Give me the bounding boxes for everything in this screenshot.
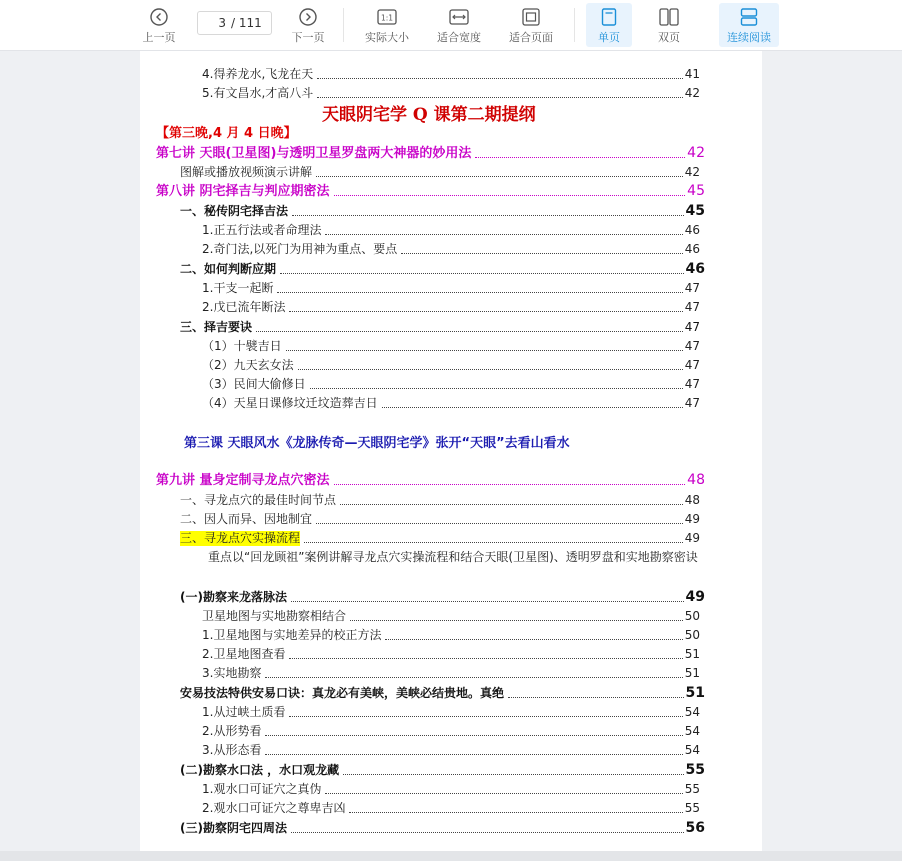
toc-section: 安易技法特供安易口诀：真龙必有美峡，美峡必结贵地。真绝 51 [180,685,705,701]
total-pages: / 111 [231,16,262,30]
toc-lecture-9: 第九讲 量身定制寻龙点穴密法 48 [156,472,705,488]
toc-lecture-7: 第七讲 天眼(卫星图)与透明卫星罗盘两大神器的妙用法 42 [156,145,705,161]
continuous-reading-button[interactable] [719,3,779,47]
toc-entry: （1）十襞吉日 47 [202,339,700,353]
toc-entry: 2.从形势看 54 [202,724,700,738]
chevron-left-circle-icon [150,6,168,28]
section-description: 重点以“回龙顾祖”案例讲解寻龙点穴实操流程和结合天眼(卫星图)、透明罗盘和实地勘察密诀 [208,550,698,564]
double-page-icon [659,6,679,28]
actual-size-label: 实际大小 [365,30,409,44]
toc-entry: （2）九天玄女法 47 [202,358,700,372]
session-heading: 【第三晚,4 月 4 日晚】 [156,126,297,141]
toc-section: 一、秘传阴宅择吉法 45 [180,203,705,219]
fit-width-icon [449,6,469,28]
page-number-input[interactable] [197,11,272,35]
toc-entry: 一、寻龙点穴的最佳时间节点 48 [180,493,700,507]
actual-size-icon [377,6,397,28]
prev-page-label: 上一页 [142,30,176,44]
chevron-right-circle-icon [299,6,317,28]
toolbar-divider [574,8,575,42]
toc-entry: 2.奇门法,以死门为用神为重点、要点 46 [202,242,700,256]
next-page-button[interactable] [285,3,331,47]
current-page[interactable]: 3 [218,16,226,30]
single-page-label: 单页 [598,30,620,44]
fit-page-icon [522,6,540,28]
fit-page-label: 适合页面 [509,30,553,44]
prev-page-button[interactable] [136,3,182,47]
double-page-label: 双页 [658,30,680,44]
toc-section: (二)勘察水口法 ，水口观龙藏 55 [180,762,705,778]
single-page-button[interactable] [586,3,632,47]
fit-width-label: 适合宽度 [437,30,481,44]
toc-entry: 2.戊已流年断法 47 [202,300,700,314]
toc-section: (三)勘察阴宅四周法 56 [180,820,705,836]
toc-entry-highlighted: 三、寻龙点穴实操流程 49 [180,531,700,545]
actual-size-button[interactable] [358,3,416,47]
toc-entry: 5.有文昌水,才高八斗 42 [202,86,700,100]
toc-section: 三、择吉要诀 47 [180,320,700,334]
continuous-reading-label: 连续阅读 [727,30,771,44]
course-heading: 第三课 天眼风水《龙脉传奇—天眼阴宅学》张开“天眼”去看山看水 [184,436,570,451]
toc-section: 二、如何判断应期 46 [180,261,705,277]
toc-entry: 卫星地图与实地勘察相结合 50 [202,609,700,623]
toc-entry: 1.观水口可证穴之真伪 55 [202,782,700,796]
continuous-reading-icon [740,6,758,28]
document-title: 天眼阴宅学 Q 课第二期提纲 [322,105,536,125]
toc-entry: 2.卫星地图查看 51 [202,647,700,661]
toc-entry: 1.卫星地图与实地差异的校正方法 50 [202,628,700,642]
toc-entry: 1.干支一起断 47 [202,281,700,295]
toc-entry: 二、因人而异、因地制宜 49 [180,512,700,526]
single-page-icon [601,6,617,28]
toc-entry: （3）民间大偷修日 47 [202,377,700,391]
next-page-label: 下一页 [291,30,325,44]
toc-entry: 3.实地勘察 51 [202,666,700,680]
toc-entry: 1.正五行法或者命理法 46 [202,223,700,237]
document-page [140,51,762,851]
fit-page-button[interactable] [502,3,560,47]
toc-entry: （4）天星日课修坟迁坟造葬吉日 47 [202,396,700,410]
reader-toolbar [0,0,902,51]
toolbar-divider [343,8,344,42]
toc-entry: 3.从形态看 54 [202,743,700,757]
horizontal-scrollbar[interactable] [0,851,902,861]
toc-section: (一)勘察来龙落脉法 49 [180,589,705,605]
svg-text:1:1: 1:1 [380,13,394,22]
toc-entry: 4.得养龙水,飞龙在天 41 [202,67,700,81]
fit-width-button[interactable] [430,3,488,47]
toc-entry: 图解或播放视频演示讲解 42 [180,165,700,179]
double-page-button[interactable] [646,3,692,47]
toc-entry: 2.观水口可证穴之尊卑吉凶 55 [202,801,700,815]
toc-entry: 1.从过峡土质看 54 [202,705,700,719]
toc-lecture-8: 第八讲 阴宅择吉与判应期密法 45 [156,183,705,199]
